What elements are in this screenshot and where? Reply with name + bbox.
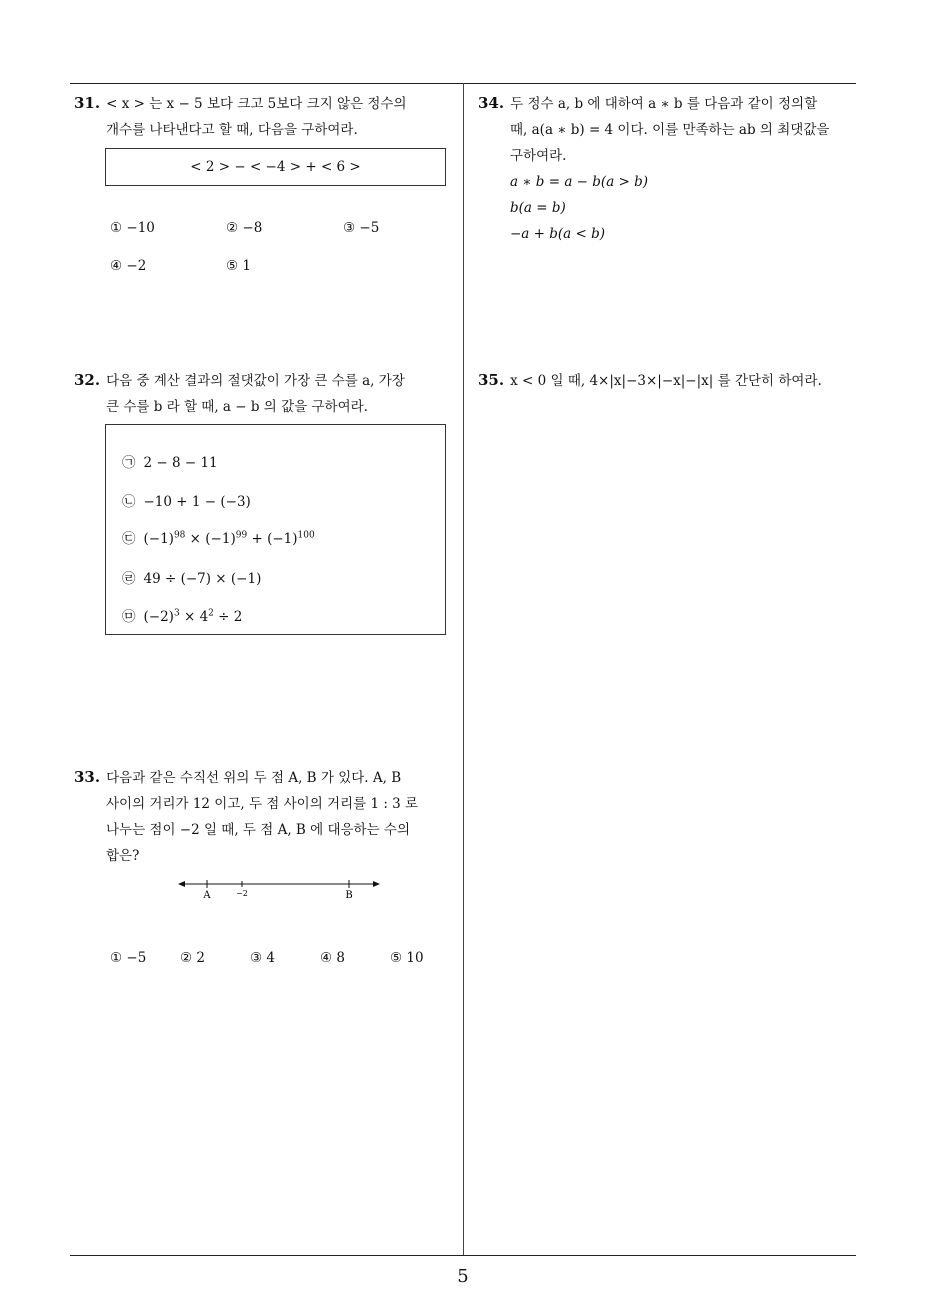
answer-option-4[interactable]: ④ −2	[110, 258, 147, 274]
left-arrow	[178, 881, 185, 887]
exponent: 99	[235, 530, 248, 541]
answer-option-1[interactable]: ① −5	[110, 950, 147, 966]
definition-line: a ∗ b = a − b(a > b)	[510, 174, 649, 190]
definition-line: −a + b(a < b)	[510, 226, 606, 242]
number-line	[176, 874, 384, 904]
item-expression-part: (−2)	[143, 609, 174, 625]
question-number: 31.	[74, 94, 101, 112]
question-number: 35.	[478, 371, 505, 389]
exponent: 98	[173, 530, 186, 541]
answer-option-4[interactable]: ④ 8	[320, 950, 345, 966]
answer-option-2[interactable]: ② 2	[180, 950, 205, 966]
answer-option-3[interactable]: ③ 4	[250, 950, 275, 966]
item-mark: ㉣	[122, 571, 136, 587]
exponent: 2	[208, 608, 214, 619]
answer-option-2[interactable]: ② −8	[226, 220, 263, 236]
definition-line: b(a = b)	[510, 200, 566, 216]
exponent: 3	[173, 608, 180, 619]
question-text-line: < x > 는 x − 5 보다 크고 5보다 크지 않은 정수의	[106, 96, 407, 112]
item-mark: ㉠	[122, 455, 136, 471]
question-31	[74, 90, 460, 143]
item-expression-part: (−1)	[143, 531, 174, 547]
item-expression-part: + (−1)	[247, 531, 298, 547]
label-a: A	[203, 890, 211, 901]
item-expression: 49 ÷ (−7) × (−1)	[143, 571, 262, 587]
item-mark: ㉢	[122, 531, 136, 547]
question-text-line: 나누는 점이 −2 일 때, 두 점 A, B 에 대응하는 수의	[106, 822, 411, 838]
question-text-line: 큰 수를 b 라 할 때, a − b 의 값을 구하여라.	[106, 399, 368, 415]
question-35	[478, 367, 858, 394]
column-divider	[463, 83, 464, 1255]
page-number: 5	[457, 1266, 469, 1287]
question-33	[74, 764, 460, 869]
question-text-line: 두 정수 a, b 에 대하여 a ∗ b 를 다음과 같이 정의할	[510, 96, 818, 112]
item-expression-part: × (−1)	[185, 531, 236, 547]
question-text-line: 다음과 같은 수직선 위의 두 점 A, B 가 있다. A, B	[106, 770, 402, 786]
question-number: 33.	[74, 768, 101, 786]
question-text-line: 사이의 거리가 12 이고, 두 점 사이의 거리를 1 : 3 로	[106, 796, 419, 812]
item-expression-part: ÷ 2	[213, 609, 243, 625]
box-item	[122, 490, 251, 510]
item-expression-part: × 4	[179, 609, 209, 625]
item-expression: 2 − 8 − 11	[143, 455, 218, 471]
question-text-line: 구하여라.	[510, 148, 567, 164]
bottom-rule	[70, 1255, 856, 1256]
answer-option-1[interactable]: ① −10	[110, 220, 155, 236]
right-arrow	[373, 881, 380, 887]
box-item	[122, 451, 218, 471]
question-32	[74, 367, 460, 420]
expression-box	[105, 148, 446, 186]
box-item	[122, 527, 315, 547]
answer-option-5[interactable]: ⑤ 10	[390, 950, 424, 966]
question-number: 34.	[478, 94, 505, 112]
question-number: 32.	[74, 371, 101, 389]
items-box	[105, 424, 446, 635]
item-mark: ㉤	[122, 609, 136, 625]
label-minus-2: −2	[236, 889, 248, 898]
answer-option-3[interactable]: ③ −5	[343, 220, 380, 236]
item-expression: −10 + 1 − (−3)	[143, 494, 251, 510]
question-text-line: x < 0 일 때, 4×|x|−3×|−x|−|x| 를 간단히 하여라.	[510, 373, 822, 389]
question-34	[478, 90, 858, 247]
exponent: 100	[297, 530, 315, 541]
question-text-line: 합은?	[106, 848, 140, 864]
question-text-line: 개수를 나타낸다고 할 때, 다음을 구하여라.	[106, 122, 358, 138]
box-item	[122, 567, 261, 587]
expression: < 2 > − < −4 > + < 6 >	[190, 159, 361, 175]
box-item	[122, 605, 242, 625]
item-mark: ㉡	[122, 494, 136, 510]
answer-option-5[interactable]: ⑤ 1	[226, 258, 251, 274]
question-text-line: 다음 중 계산 결과의 절댓값이 가장 큰 수를 a, 가장	[106, 373, 405, 389]
label-b: B	[345, 890, 353, 901]
question-text-line: 때, a(a ∗ b) = 4 이다. 이를 만족하는 ab 의 최댓값을	[510, 122, 830, 138]
